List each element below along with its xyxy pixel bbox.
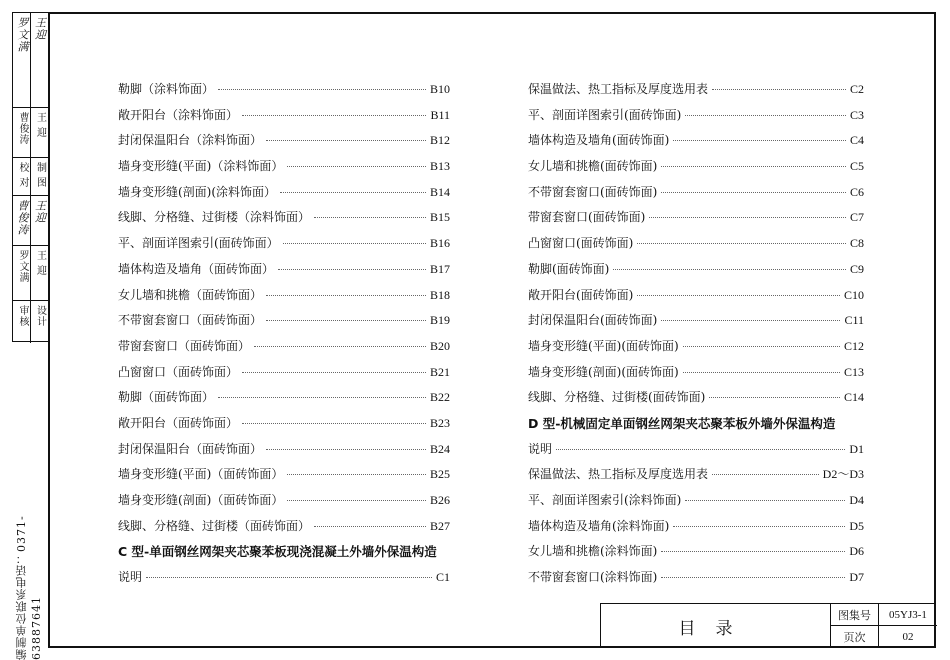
toc-entry-page: D5: [849, 518, 864, 533]
toc-entry-title: 不带窗套窗口（面砖饰面）: [118, 313, 263, 328]
toc-entry: [528, 157, 864, 183]
toc-entry-title: 敞开阳台（涂料饰面）: [118, 107, 239, 122]
name-row-2: [13, 246, 48, 301]
dot-leader: [283, 243, 426, 244]
dot-leader: [661, 192, 846, 193]
toc-entry-title: 敞开阳台(面砖饰面): [528, 287, 634, 302]
toc-entry: [528, 286, 864, 312]
toc-entry-title: 墙体构造及墙角(面砖饰面): [528, 133, 670, 148]
dot-leader: [637, 243, 846, 244]
dot-leader: [673, 140, 846, 141]
toc-entry: [118, 388, 450, 414]
toc-entry: [118, 234, 450, 260]
toc-section-heading: [118, 542, 450, 568]
toc-entry: [528, 388, 864, 414]
role-row-1: [13, 158, 48, 196]
toc-entry-title: 平、剖面详图索引(面砖饰面）: [118, 236, 279, 251]
toc-entry-page: B22: [429, 390, 450, 405]
toc-entry-page: C5: [849, 159, 864, 174]
dot-leader: [556, 449, 845, 450]
toc-entry-title: 保温做法、热工指标及厚度选用表: [528, 82, 709, 96]
toc-entry-title: 带窗套窗口(面砖饰面): [528, 210, 646, 225]
toc-entry: [528, 80, 864, 106]
toc-entry: [118, 363, 450, 389]
toc-entry-page: C2: [849, 82, 864, 96]
dot-leader: [266, 449, 426, 450]
toc-entry-page: B20: [429, 338, 450, 353]
toc-entry-title: 墙身变形缝(剖面)(涂料饰面）: [118, 184, 277, 199]
toc-entry-title: 封闭保温阳台（面砖饰面）: [118, 441, 263, 456]
dot-leader: [314, 217, 426, 218]
toc-entry-page: C11: [844, 313, 864, 328]
toc-entry-page: C3: [849, 107, 864, 122]
toc-entry-page: B16: [429, 236, 450, 251]
toc-entry-title: 墙体构造及墙角(涂料饰面): [528, 518, 670, 533]
toc-entry-title: 带窗套窗口（面砖饰面）: [118, 338, 251, 353]
toc-entry-page: B25: [429, 467, 450, 482]
toc-entry-page: B21: [429, 364, 450, 379]
toc-entry-title: 平、剖面详图索引(涂料饰面): [528, 493, 682, 507]
toc-entry-page: B13: [429, 159, 450, 174]
signature-c: 曹俊涛: [16, 200, 29, 236]
toc-entry-title: 勒脚（面砖饰面）: [118, 390, 215, 405]
dot-leader: [685, 500, 845, 501]
role-label: 设计: [34, 305, 46, 327]
toc-entry: [528, 131, 864, 157]
toc-entry-title: 说明: [118, 570, 143, 585]
toc-entry-title: 女儿墙和挑檐(涂料饰面): [528, 544, 658, 559]
page-label: 页次: [831, 626, 879, 648]
toc-entry: [528, 440, 864, 466]
signature-row-2: [13, 196, 48, 246]
toc-entry-title: 墙身变形缝(平面)(面砖饰面): [528, 338, 679, 353]
toc-entry-page: D1: [849, 441, 864, 456]
dot-leader: [218, 89, 426, 90]
toc-entry: [118, 414, 450, 440]
toc-entry: [528, 568, 864, 594]
dot-leader: [287, 474, 426, 475]
toc-section-heading: [528, 414, 864, 440]
toc-entry: [118, 337, 450, 363]
dot-leader: [661, 166, 846, 167]
dot-leader: [661, 320, 840, 321]
toc-entry: [118, 80, 450, 106]
toc-column-left: [118, 80, 450, 594]
dot-leader: [287, 166, 426, 167]
toc-entry: [528, 311, 864, 337]
role-label: 校 对: [17, 162, 28, 189]
toc-entry: [118, 465, 450, 491]
toc-entry-page: D6: [849, 544, 864, 559]
toc-entry-title: 墙身变形缝(剖面)（面砖饰面）: [118, 493, 284, 507]
toc-entry: [118, 286, 450, 312]
page-number: 02: [902, 631, 914, 643]
dot-leader: [712, 474, 819, 475]
name-label: 罗文满: [17, 250, 28, 283]
toc-entry-page: B26: [429, 493, 450, 507]
role-row-2: [13, 301, 48, 343]
toc-entry-page: D2～D3: [822, 467, 864, 482]
name-label: 王 迎: [34, 112, 46, 139]
dot-leader: [683, 346, 840, 347]
toc-entry-page: C7: [849, 210, 864, 225]
toc-entry: [118, 517, 450, 543]
toc-entry-page: C12: [843, 338, 864, 353]
signature-strip: [12, 12, 48, 342]
dot-leader: [685, 115, 846, 116]
toc-entry-page: B15: [429, 210, 450, 225]
toc-entry-page: C8: [849, 236, 864, 251]
signature-a: 罗文满: [16, 17, 29, 53]
toc-entry-title: 保温做法、热工指标及厚度选用表: [528, 467, 709, 482]
atlas-number: 05YJ3-1: [889, 608, 927, 621]
toc-column-right: [528, 80, 864, 594]
toc-entry-page: B27: [429, 518, 450, 533]
toc-entry-title: 说明: [528, 441, 553, 456]
role-label: 制 图: [34, 162, 46, 189]
toc-entry: [528, 106, 864, 132]
toc-entry-title: 勒脚(面砖饰面): [528, 261, 610, 276]
dot-leader: [242, 423, 426, 424]
drawing-title: 目录: [601, 604, 831, 648]
signature-d: 王迎: [33, 200, 47, 224]
name-label: 王 迎: [34, 250, 46, 277]
name-row-1: [13, 108, 48, 158]
toc-entry-page: B11: [430, 107, 450, 122]
toc-entry-title: 女儿墙和挑檐(面砖饰面): [528, 159, 658, 174]
toc-entry-page: C13: [843, 364, 864, 379]
title-block: [600, 603, 936, 648]
toc-entry-title: 墙身变形缝(平面)（涂料饰面）: [118, 159, 284, 174]
toc-entry-page: C10: [843, 287, 864, 302]
toc-entry-title: 平、剖面详图索引(面砖饰面): [528, 107, 682, 122]
toc-entry-title: 墙体构造及墙角（面砖饰面）: [118, 261, 275, 276]
toc-entry-page: C9: [849, 261, 864, 276]
role-label: 审核: [17, 305, 28, 327]
toc-entry: [528, 260, 864, 286]
toc-entry-title: C 型-单面钢丝网架夹芯聚苯板现浇混凝土外墙外保温构造: [118, 544, 437, 560]
toc-entry-page: D7: [849, 570, 864, 585]
dot-leader: [661, 577, 845, 578]
dot-leader: [278, 269, 426, 270]
dot-leader: [266, 320, 426, 321]
toc-entry-title: 凸窗窗口(面砖饰面): [528, 236, 634, 251]
toc-entry: [118, 491, 450, 517]
name-label: 曹俊涛: [17, 112, 28, 145]
toc-entry: [528, 517, 864, 543]
dot-leader: [218, 397, 426, 398]
toc-entry-title: 不带窗套窗口(涂料饰面): [528, 570, 658, 585]
toc-entry-page: B18: [429, 287, 450, 302]
toc-entry: [118, 208, 450, 234]
toc-entry-title: 封闭保温阳台（涂料饰面）: [118, 133, 263, 148]
toc-entry-page: D4: [849, 493, 864, 507]
toc-entry-title: 敞开阳台（面砖饰面）: [118, 415, 239, 430]
dot-leader: [287, 500, 426, 501]
toc-entry-page: B19: [429, 313, 450, 328]
toc-entry-title: 线脚、分格缝、过街楼（面砖饰面）: [118, 518, 311, 533]
toc-entry: [118, 568, 450, 594]
toc-entry-page: B17: [429, 261, 450, 276]
toc-entry-title: 封闭保温阳台(面砖饰面): [528, 313, 658, 328]
toc-entry-title: 墙身变形缝(剖面)(面砖饰面): [528, 364, 679, 379]
toc-entry-title: 不带窗套窗口(面砖饰面): [528, 184, 658, 199]
toc-entry-page: B24: [429, 441, 450, 456]
toc-entry: [118, 157, 450, 183]
toc-entry: [528, 208, 864, 234]
toc-entry: [528, 234, 864, 260]
dot-leader: [613, 269, 846, 270]
dot-leader: [242, 372, 426, 373]
toc-entry-title: 线脚、分格缝、过街楼(面砖饰面): [528, 390, 706, 405]
toc-entry: [118, 183, 450, 209]
toc-entry: [528, 542, 864, 568]
toc-entry: [118, 131, 450, 157]
toc-entry: [528, 337, 864, 363]
dot-leader: [637, 295, 840, 296]
toc-entry: [528, 491, 864, 517]
toc-entry-page: B12: [429, 133, 450, 148]
toc-entry-title: 凸窗窗口（面砖饰面）: [118, 364, 239, 379]
toc-entry: [528, 183, 864, 209]
toc-entry-title: 线脚、分格缝、过街楼（涂料饰面）: [118, 210, 311, 225]
toc-entry-page: B23: [429, 415, 450, 430]
dot-leader: [673, 526, 845, 527]
dot-leader: [280, 192, 426, 193]
dot-leader: [649, 217, 846, 218]
toc-entry: [118, 311, 450, 337]
toc-entry-page: B10: [429, 82, 450, 96]
dot-leader: [683, 372, 840, 373]
signature-row-1: [13, 13, 48, 108]
toc-entry-page: C1: [435, 570, 450, 585]
dot-leader: [242, 115, 426, 116]
toc-entry-page: C6: [849, 184, 864, 199]
toc-entry: [118, 440, 450, 466]
dot-leader: [254, 346, 426, 347]
dot-leader: [266, 295, 426, 296]
dot-leader: [712, 89, 846, 90]
contact-phone: 编制单位联系电话：0371-63887641: [15, 515, 43, 660]
atlas-label: 图集号: [831, 604, 879, 625]
toc-entry-title: 墙身变形缝(平面)（面砖饰面）: [118, 467, 284, 482]
dot-leader: [661, 551, 845, 552]
signature-b: 王迎: [33, 17, 47, 41]
toc-entry: [528, 465, 864, 491]
dot-leader: [146, 577, 432, 578]
dot-leader: [314, 526, 426, 527]
toc-entry-page: B14: [429, 184, 450, 199]
toc-entry-title: 勒脚（涂料饰面）: [118, 82, 215, 96]
toc-entry-title: D 型-机械固定单面钢丝网架夹芯聚苯板外墙外保温构造: [528, 415, 836, 431]
dot-leader: [266, 140, 426, 141]
toc-entry-page: C4: [849, 133, 864, 148]
toc-entry-title: 女儿墙和挑檐（面砖饰面）: [118, 287, 263, 302]
toc-entry-page: C14: [843, 390, 864, 405]
dot-leader: [709, 397, 840, 398]
toc-entry: [528, 363, 864, 389]
toc-entry: [118, 260, 450, 286]
toc-entry: [118, 106, 450, 132]
